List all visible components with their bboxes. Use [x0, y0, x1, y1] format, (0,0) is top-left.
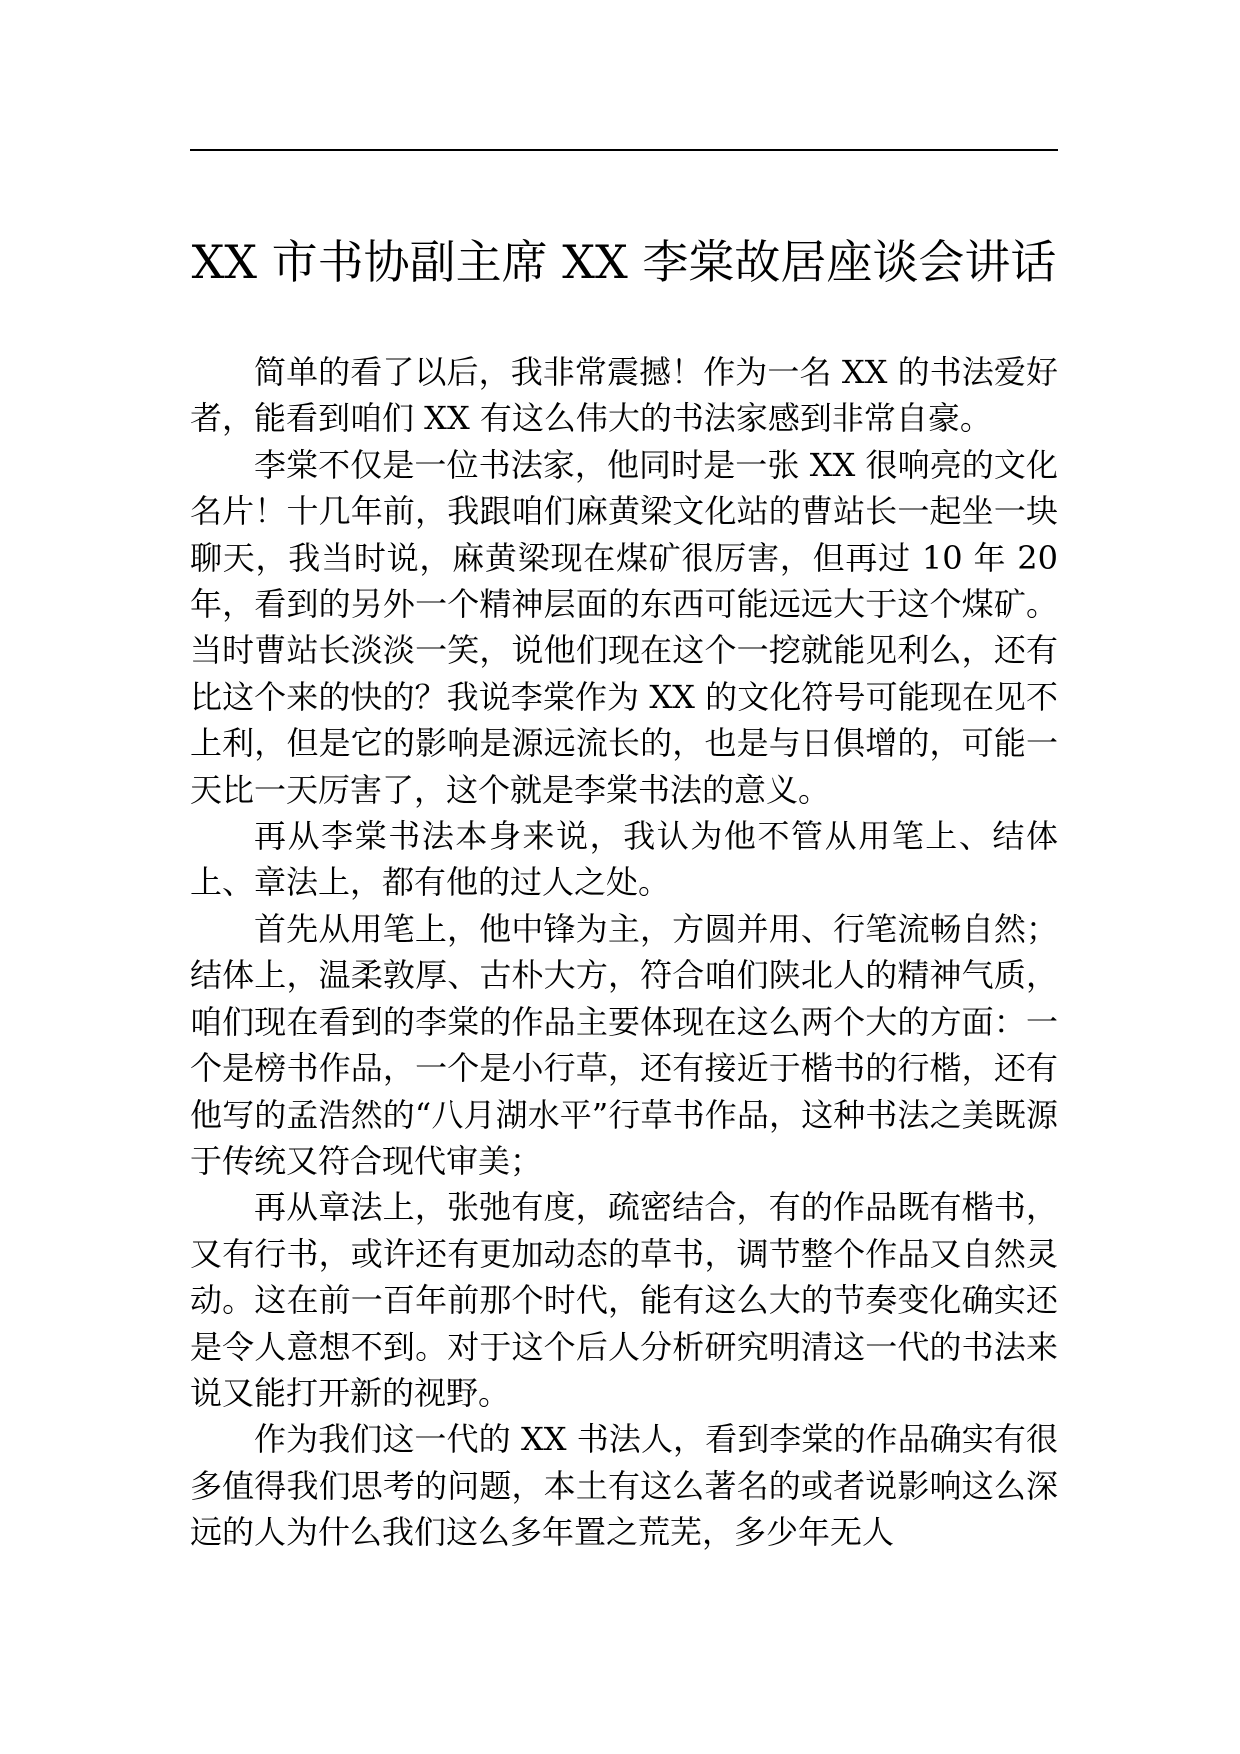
body-paragraph: 简单的看了以后，我非常震撼！作为一名 XX 的书法爱好者，能看到咱们 XX 有这么伟大的书法家感到非常自豪。 — [190, 353, 1058, 438]
document-title: XX 市书协副主席 XX 李棠故居座谈会讲话 — [191, 235, 1057, 289]
document-body — [190, 349, 1058, 1556]
body-paragraph: 再从章法上，张弛有度，疏密结合，有的作品既有楷书，又有行书，或许还有更加动态的草书，调节整个作品又自然灵动。这在前一百年前那个时代，能有这么大的节奏变化确实还是令人意想不到。对于这个后人分析研究明清这一代的书法来说又能打开新的视野。 — [190, 1188, 1058, 1412]
header-rule — [190, 149, 1058, 151]
body-paragraph: 李棠不仅是一位书法家，他同时是一张 XX 很响亮的文化名片！十几年前，我跟咱们麻黄梁文化站的曹站长一起坐一块聊天，我当时说，麻黄梁现在煤矿很厉害，但再过 10 年 20 年，看到的另外一个精神层面的东西可能远远大于这个煤矿。当时曹站长淡淡一笑，说他们现在这个一挖就能见利么，还有比这个来的快的？我说李棠作为 XX 的文化符号可能现在见不上利，但是它的影响是源远流长的，也是与日俱增的，可能一天比一天厉害了，这个就是李棠书法的意义。 — [190, 445, 1058, 809]
body-paragraph: 首先从用笔上，他中锋为主，方圆并用、行笔流畅自然；结体上，温柔敦厚、古朴大方，符合咱们陕北人的精神气质，咱们现在看到的李棠的作品主要体现在这么两个大的方面：一个是榜书作品，一个是小行草，还有接近于楷书的行楷，还有他写的孟浩然的“八月湖水平”行草书作品，这种书法之美既源于传统又符合现代审美； — [190, 909, 1058, 1180]
body-paragraph: 再从李棠书法本身来说，我认为他不管从用笔上、结体上、章法上，都有他的过人之处。 — [190, 817, 1058, 902]
body-paragraph: 作为我们这一代的 XX 书法人，看到李棠的作品确实有很多值得我们思考的问题，本土有这么著名的或者说影响这么深远的人为什么我们这么多年置之荒芜，多少年无人 — [190, 1420, 1058, 1552]
